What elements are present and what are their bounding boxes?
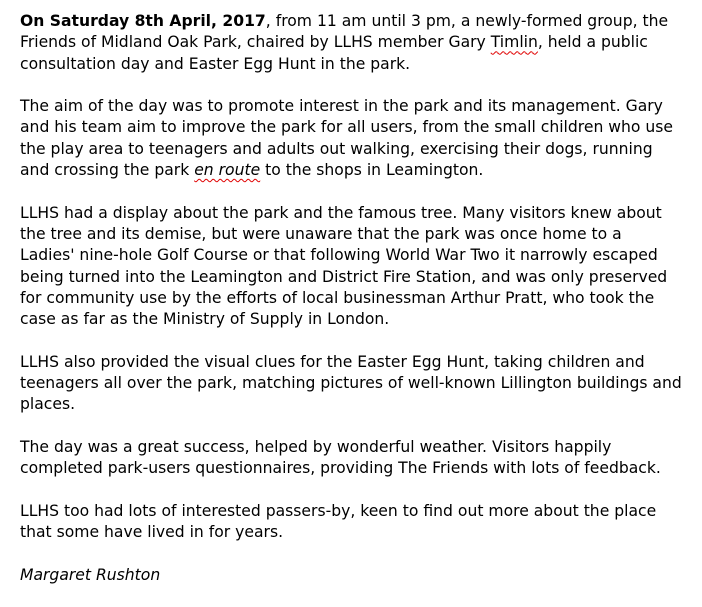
paragraph-line: the play area to teenagers and adults out walking, exercising their dogs, running [20,139,653,158]
paragraph-egg-hunt [20,352,696,416]
paragraph-line: teenagers all over the park, matching pictures of well-known Lillington buildings and [20,374,682,393]
paragraph-line: places. [20,395,76,414]
paragraph-success [20,437,696,480]
misspelled-word[interactable]: Timlin [490,33,538,52]
paragraph-line: On Saturday 8th April, 2017, from 11 am until 3 pm, a newly-formed group, the [20,12,669,30]
paragraph-line: Friends of Midland Oak Park, chaired by LLHS member Gary Timlin, held a public [20,33,648,52]
paragraph-line: completed park-users questionnaires, providing The Friends with lots of feedback. [20,459,661,478]
paragraph-line: and crossing the park en route to the shops in Leamington. [20,161,484,180]
paragraph-aim [20,96,696,181]
italic-phrase[interactable]: en route [194,161,261,180]
paragraph-line: and his team aim to improve the park for all users, from the small children who use [20,118,674,137]
event-date: On Saturday 8th April, 2017 [20,12,266,30]
author-signature: Margaret Rushton [20,565,161,584]
paragraph-line: that some have lived in for years. [20,523,284,542]
paragraph-line: LLHS too had lots of interested passers-by, keen to find out more about the place [20,501,657,520]
paragraph-line: LLHS also provided the visual clues for the Easter Egg Hunt, taking children and [20,352,645,371]
paragraph-intro [20,11,696,75]
paragraph-line: The day was a great success, helped by wonderful weather. Visitors happily [20,437,612,456]
paragraph-line: The aim of the day was to promote interest in the park and its management. Gary [20,97,663,116]
paragraph-display [20,203,696,331]
paragraph-line: LLHS had a display about the park and the famous tree. Many visitors knew about [20,203,662,222]
paragraph-passers-by [20,501,696,544]
paragraph-line: the tree and its demise, but were unaware that the park was once home to a [20,224,622,243]
paragraph-line: for community use by the efforts of local businessman Arthur Pratt, who took the [20,288,655,307]
paragraph-line: being turned into the Leamington and District Fire Station, and was only preserved [20,267,668,286]
document-body [20,11,696,607]
paragraph-line: Ladies' nine-hole Golf Course or that following World War Two it narrowly escaped [20,246,658,265]
paragraph-line: consultation day and Easter Egg Hunt in the park. [20,54,411,73]
paragraph-line: case as far as the Ministry of Supply in London. [20,310,390,329]
